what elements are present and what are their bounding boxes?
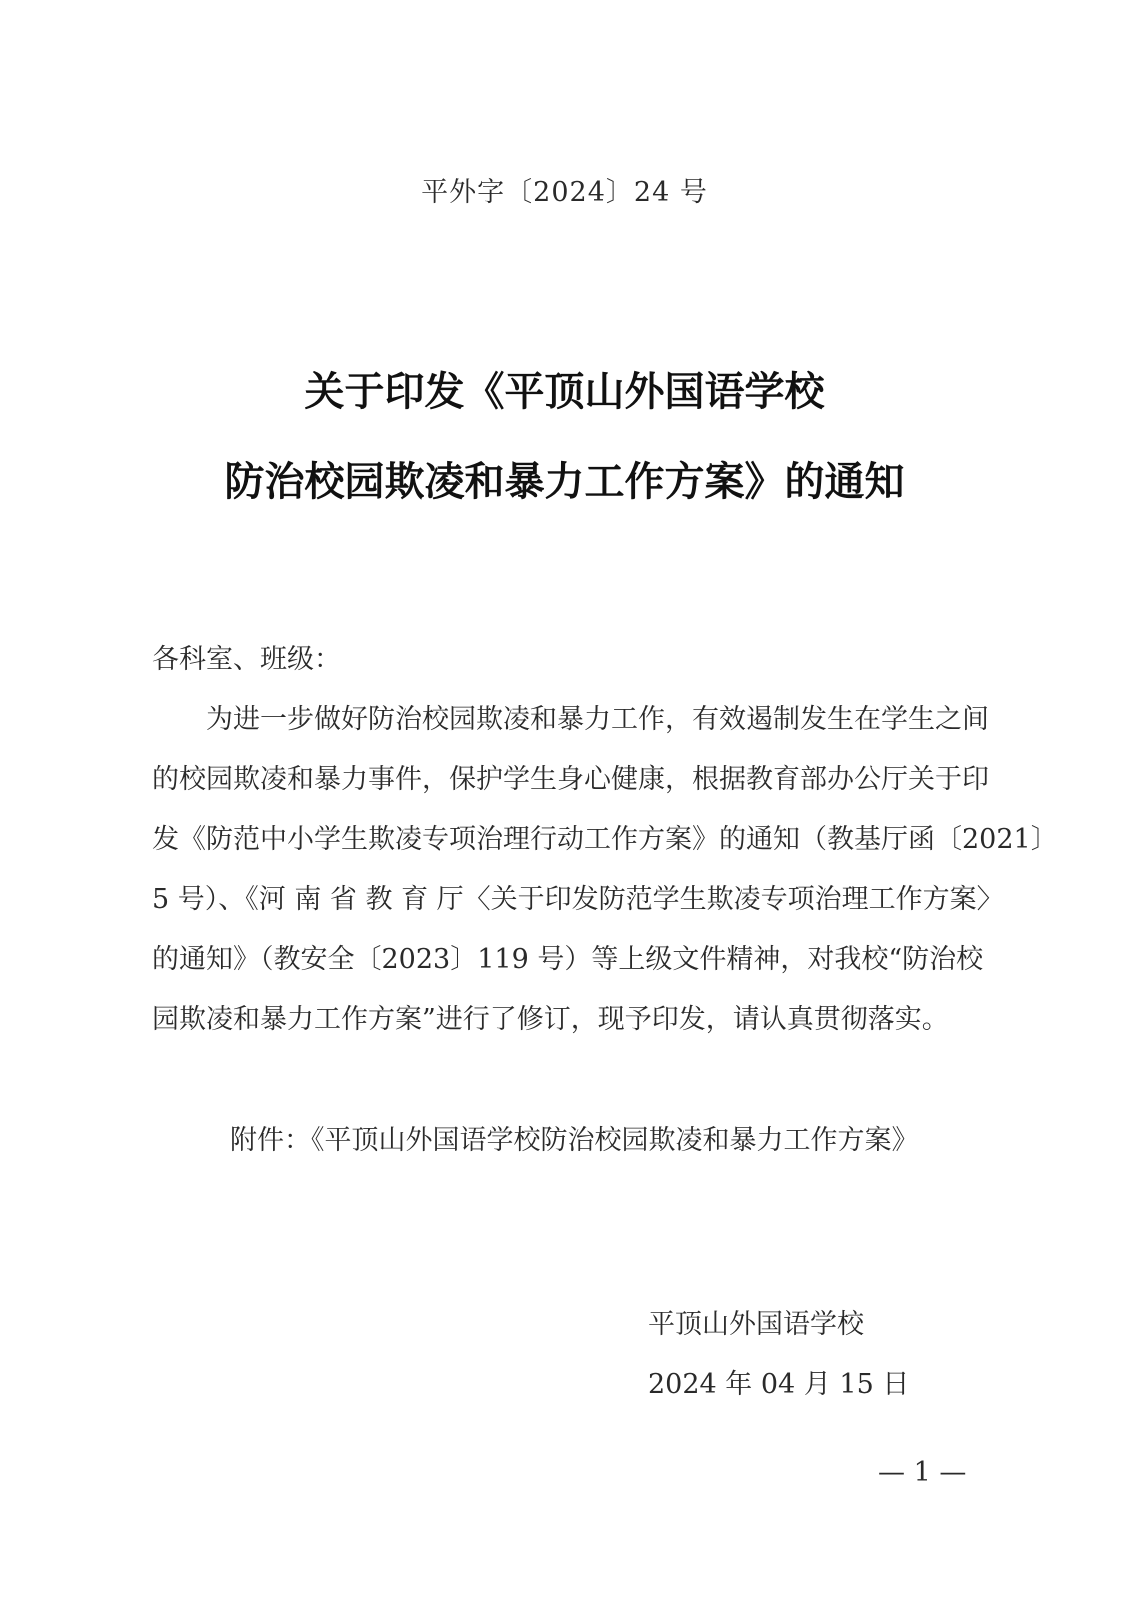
page-number: — 1 — xyxy=(878,1457,967,1488)
body-line: 园欺凌和暴力工作方案”进行了修订，现予印发，请认真贯彻落实。 xyxy=(152,1004,949,1035)
title-line-1: 关于印发《平顶山外国语学校 xyxy=(304,369,825,415)
addressee: 各科室、班级： xyxy=(152,644,341,675)
body-line: 为进一步做好防治校园欺凌和暴力工作，有效遏制发生在学生之间 xyxy=(206,704,989,735)
title-line-2: 防治校园欺凌和暴力工作方案》的通知 xyxy=(224,459,905,505)
signature-date: 2024 年 04 月 15 日 xyxy=(648,1369,910,1400)
attachment-note: 附件：《平顶山外国语学校防治校园欺凌和暴力工作方案》 xyxy=(230,1125,919,1156)
body-line: 发《防范中小学生欺凌专项治理行动工作方案》的通知（教基厅函〔2021〕 xyxy=(152,824,1058,855)
body-line: 的通知》（教安全〔2023〕119 号）等上级文件精神，对我校“防治校 xyxy=(152,944,984,975)
document-number: 平外字〔2024〕24 号 xyxy=(421,177,708,208)
signatory: 平顶山外国语学校 xyxy=(648,1309,864,1340)
body-line: 的校园欺凌和暴力事件，保护学生身心健康，根据教育部办公厅关于印 xyxy=(152,764,989,795)
body-line: 5 号）、《河 南 省 教 育 厅〈关于印发防范学生欺凌专项治理工作方案〉 xyxy=(152,884,1004,915)
